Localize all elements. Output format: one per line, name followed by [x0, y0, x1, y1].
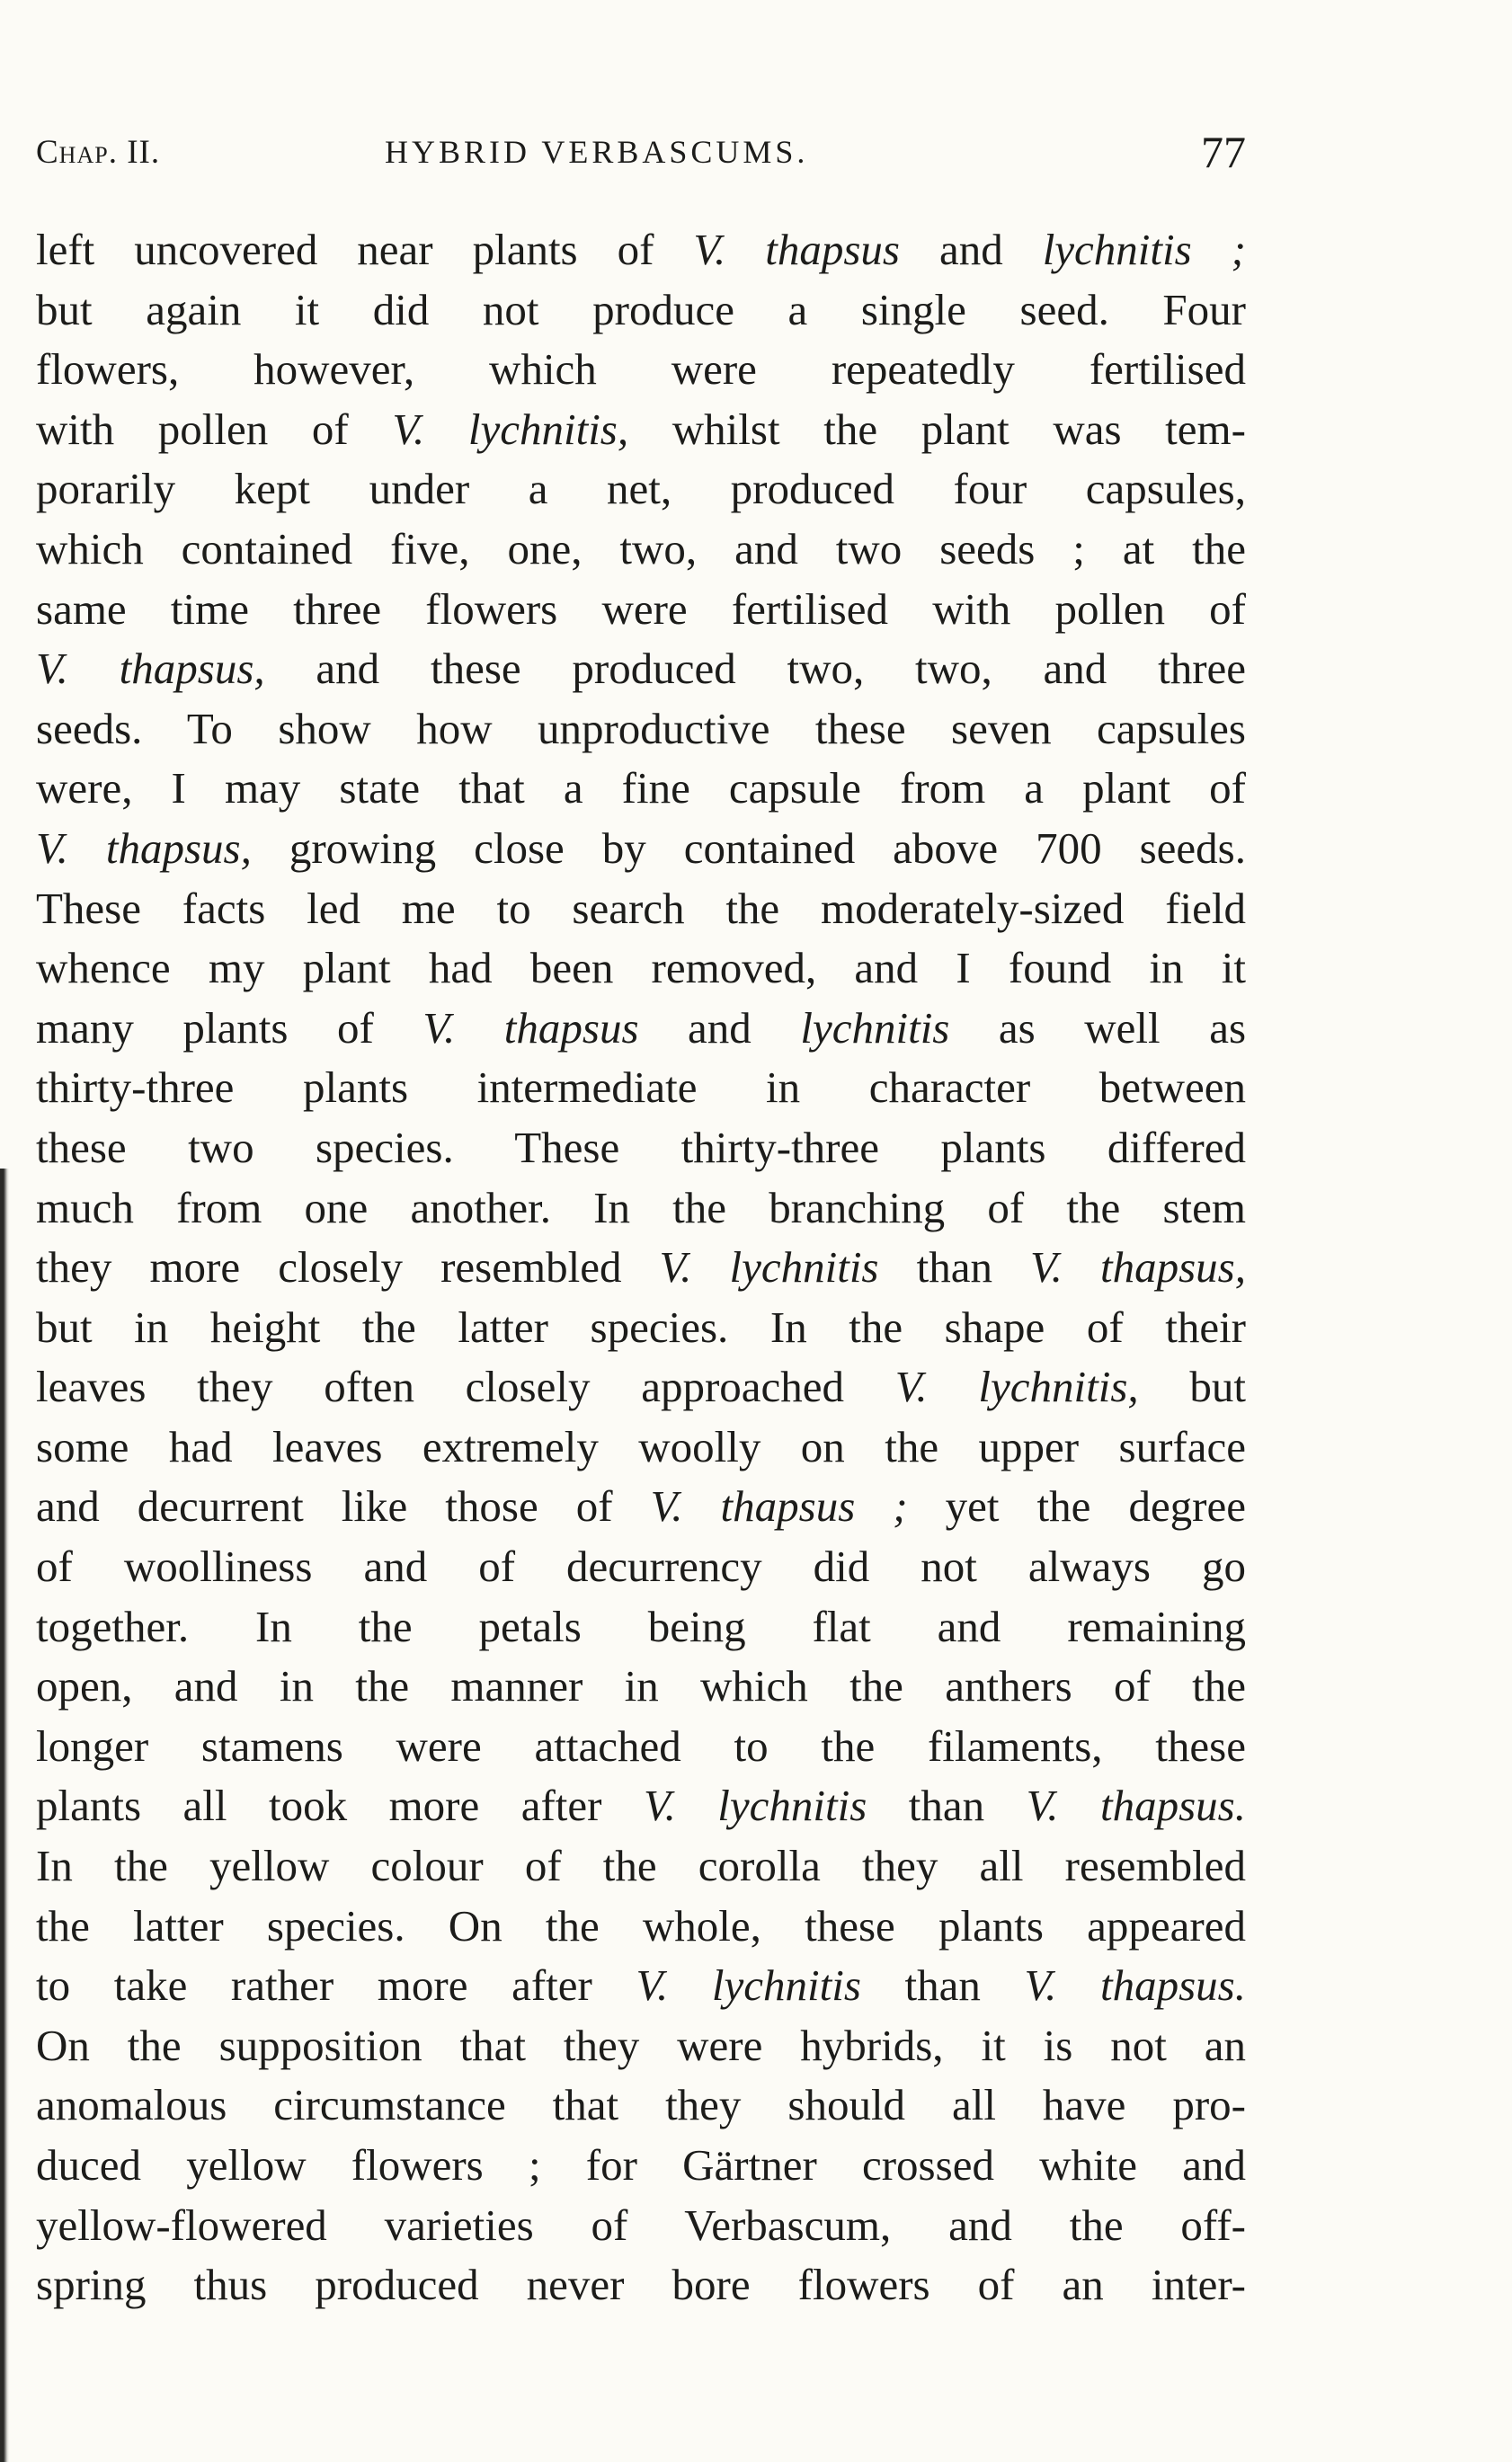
text-run: and [638, 1002, 801, 1053]
page-number: 77 [1201, 127, 1246, 177]
text-run: some had leaves extremely woolly on the upper surface [36, 1421, 1246, 1471]
text-run: In the yellow colour of the corolla they all resembled [36, 1841, 1246, 1891]
text-line [36, 999, 1246, 1059]
italic-species-name: V. thapsus [693, 225, 900, 274]
text-run: growing close by contained above 700 seeds. [251, 822, 1246, 873]
text-line [36, 1238, 1246, 1298]
text-line [36, 2016, 1246, 2076]
text-run: left uncovered near plants of [36, 225, 694, 274]
text-line [36, 280, 1246, 341]
text-line [36, 580, 1246, 640]
italic-species-name: V. thapsus, [36, 644, 265, 694]
binding-edge [0, 1169, 9, 2462]
text-run: anomalous circumstance that they should all have pro- [36, 2080, 1246, 2130]
text-run: leaves they often closely approached [36, 1362, 895, 1412]
text-run: as well as [949, 1002, 1247, 1053]
text-run: and these produced two, two, and three [264, 644, 1247, 694]
text-run: longer stamens were attached to the filaments, these [36, 1720, 1246, 1771]
text-line [36, 400, 1246, 460]
text-run: were, I may state that a fine capsule from a plant of [36, 763, 1246, 813]
text-run: flowers, however, which were repeatedly fertilised [36, 344, 1246, 395]
text-line [36, 1477, 1246, 1537]
text-run: These facts led me to search the moderately-sized field [36, 883, 1246, 933]
text-line [36, 1118, 1246, 1178]
text-run: whilst the plant was tem- [628, 404, 1246, 454]
italic-species-name: V. thapsus ; [650, 1481, 908, 1532]
text-line [36, 759, 1246, 819]
text-run: open, and in the manner in which the anthers of the [36, 1661, 1246, 1711]
text-line [36, 2255, 1246, 2315]
text-run: duced yellow flowers ; for Gärtner crossed white and [36, 2140, 1246, 2190]
text-line [36, 2075, 1246, 2136]
text-run: with pollen of [36, 404, 393, 454]
italic-species-name: lychnitis ; [1042, 225, 1246, 274]
text-line [36, 1357, 1246, 1418]
text-run: same time three flowers were fertilised with pollen of [36, 583, 1246, 634]
text-line [36, 819, 1246, 879]
text-run: the latter species. On the whole, these plants appeared [36, 1900, 1246, 1951]
text-line [36, 1657, 1246, 1717]
text-run: of woolliness and of decurrency did not always go [36, 1542, 1246, 1592]
italic-species-name: V. thapsus. [1024, 1960, 1246, 2011]
text-line [36, 1058, 1246, 1118]
text-run: together. In the petals being flat and remaining [36, 1601, 1246, 1651]
italic-species-name: lychnitis [800, 1002, 950, 1053]
text-line [36, 1897, 1246, 1957]
text-line [36, 1597, 1246, 1658]
italic-species-name: V. lychnitis [659, 1242, 879, 1293]
text-line [36, 699, 1246, 760]
text-line [36, 1418, 1246, 1478]
text-line [36, 1298, 1246, 1358]
text-run: they more closely resembled [36, 1242, 660, 1293]
italic-species-name: V. thapsus [422, 1002, 639, 1053]
text-run: but [1138, 1362, 1246, 1412]
italic-species-name: V. lychnitis [643, 1781, 867, 1831]
italic-species-name: V. thapsus, [36, 822, 252, 873]
text-line [36, 879, 1246, 939]
italic-species-name: V. thapsus, [1030, 1242, 1246, 1293]
text-line [36, 1776, 1246, 1836]
text-run: but in height the latter species. In the shape of their [36, 1302, 1246, 1352]
text-line [36, 1717, 1246, 1777]
text-line [36, 1178, 1246, 1239]
running-title: HYBRID VERBASCUMS. [385, 134, 809, 170]
text-run: than [860, 1960, 1025, 2011]
text-run: to take rather more after [36, 1960, 636, 2011]
chapter-label: Chap. II. [36, 134, 161, 171]
text-run: many plants of [36, 1002, 423, 1053]
text-line [36, 220, 1246, 280]
text-run: yet the degree [907, 1481, 1247, 1532]
text-line [36, 2136, 1246, 2196]
text-run: seeds. To show how unproductive these seven capsules [36, 703, 1246, 753]
italic-species-name: V. lychnitis, [392, 404, 629, 454]
text-run: but again it did not produce a single seed. Four [36, 284, 1246, 334]
running-header [36, 126, 1246, 180]
text-run: spring thus produced never bore flowers of an inter- [36, 2260, 1246, 2310]
text-line [36, 938, 1246, 999]
text-run: plants all took more after [36, 1781, 644, 1831]
text-run: which contained five, one, two, and two seeds ; at the [36, 523, 1246, 573]
text-run: and decurrent like those of [36, 1481, 651, 1532]
text-run: whence my plant had been removed, and I found in it [36, 943, 1246, 993]
text-line [36, 1836, 1246, 1897]
text-run: than [867, 1781, 1027, 1831]
text-run: porarily kept under a net, produced four capsules, [36, 464, 1246, 514]
text-run: yellow-flowered varieties of Verbascum, and the off- [36, 2200, 1246, 2250]
text-run: On the supposition that they were hybrids, it is not an [36, 2020, 1246, 2070]
text-line [36, 1537, 1246, 1597]
text-run: thirty-three plants intermediate in character between [36, 1062, 1246, 1113]
text-line [36, 340, 1246, 400]
text-run: than [878, 1242, 1031, 1293]
text-line [36, 459, 1246, 520]
italic-species-name: V. lychnitis [636, 1960, 861, 2011]
text-run: and [899, 225, 1043, 274]
text-line [36, 520, 1246, 580]
italic-species-name: V. lychnitis, [894, 1362, 1139, 1412]
text-line [36, 1956, 1246, 2016]
body-paragraph [36, 220, 1246, 2315]
text-run: much from one another. In the branching of the stem [36, 1182, 1246, 1232]
text-line [36, 639, 1246, 699]
italic-species-name: V. thapsus. [1026, 1781, 1246, 1831]
text-line [36, 2196, 1246, 2256]
text-run: these two species. These thirty-three plants differed [36, 1122, 1246, 1172]
